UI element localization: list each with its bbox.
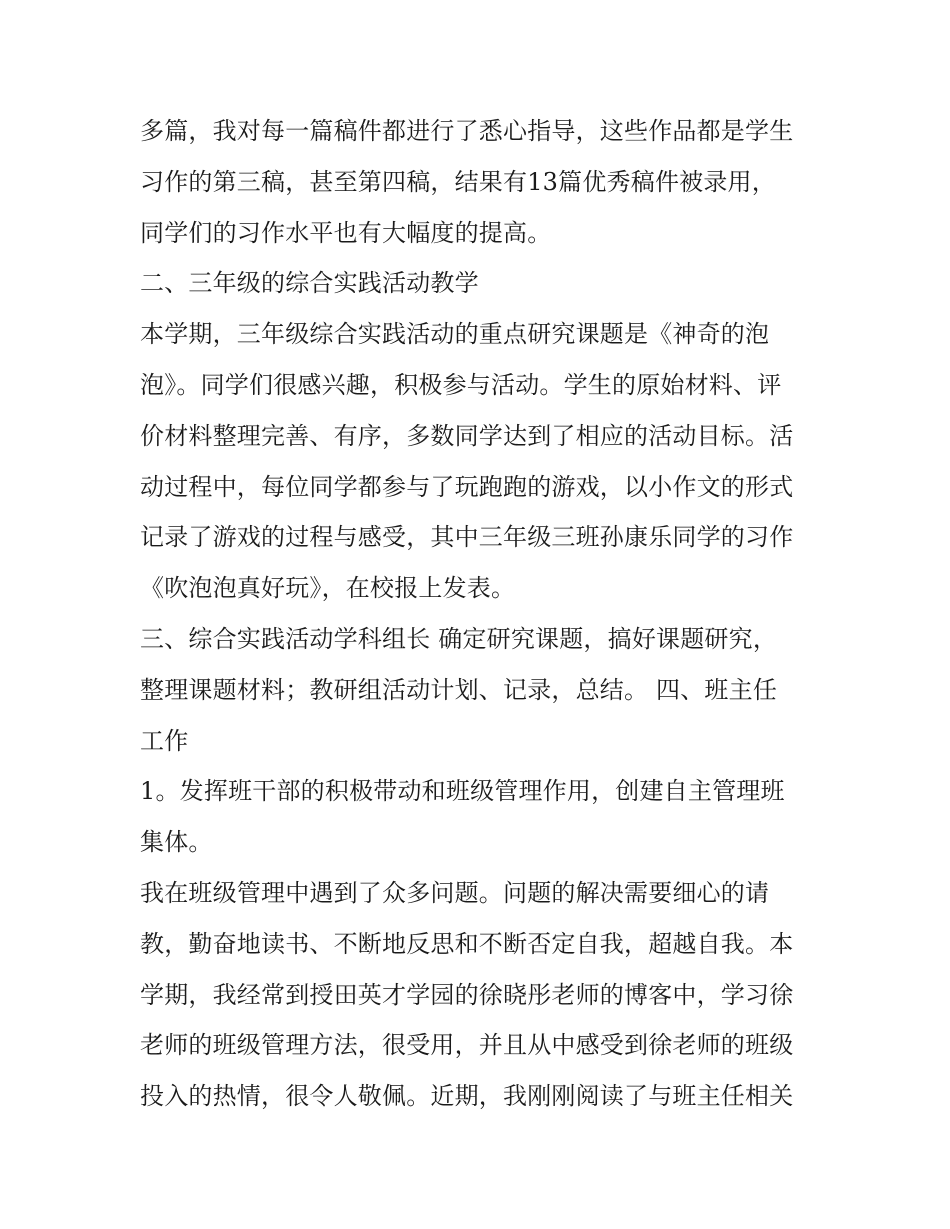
text-line: 习作的第三稿，甚至第四稿，结果有13篇优秀稿件被录用， [140, 167, 776, 196]
text-line: 集体。 [140, 828, 213, 857]
text-line: 工作 [140, 726, 189, 755]
text-line: 价材料整理完善、有序，多数同学达到了相应的活动目标。活 [140, 421, 794, 450]
text-line: 整理课题材料；教研组活动计划、记录，总结。 四、班主任 [140, 675, 778, 704]
text-line: 我在班级管理中遇到了众多问题。问题的解决需要细心的请 [140, 878, 770, 907]
text-line: 投入的热情，很令人敬佩。近期，我刚刚阅读了与班主任相关 [140, 1082, 794, 1111]
text-line: 记录了游戏的过程与感受，其中三年级三班孙康乐同学的习作 [140, 523, 794, 552]
text-line: 学期，我经常到授田英才学园的徐晓彤老师的博客中，学习徐 [140, 980, 794, 1009]
text-line: 泡》。同学们很感兴趣，积极参与活动。学生的原始材料、评 [140, 370, 782, 399]
text-line: 教，勤奋地读书、不断地反思和不断否定自我，超越自我。本 [140, 929, 794, 958]
text-line: 多篇，我对每一篇稿件都进行了悉心指导，这些作品都是学生 [140, 117, 794, 145]
body-text [140, 106, 830, 1122]
text-line: 老师的班级管理方法，很受用，并且从中感受到徐老师的班级 [140, 1031, 794, 1060]
text-line: 动过程中，每位同学都参与了玩跑跑的游戏，以小作文的形式 [140, 472, 794, 501]
text-line: 本学期，三年级综合实践活动的重点研究课题是《神奇的泡 [140, 320, 770, 349]
list-item-1: 1。发挥班干部的积极带动和班级管理作用，创建自主管理班 [140, 777, 785, 806]
section-heading-3: 三、综合实践活动学科组长 确定研究课题，搞好课题研究， [140, 624, 778, 653]
text-line: 《吹泡泡真好玩》，在校报上发表。 [140, 574, 516, 603]
text-line: 同学们的习作水平也有大幅度的提高。 [140, 218, 552, 247]
section-heading-2: 二、三年级的综合实践活动教学 [140, 269, 479, 298]
